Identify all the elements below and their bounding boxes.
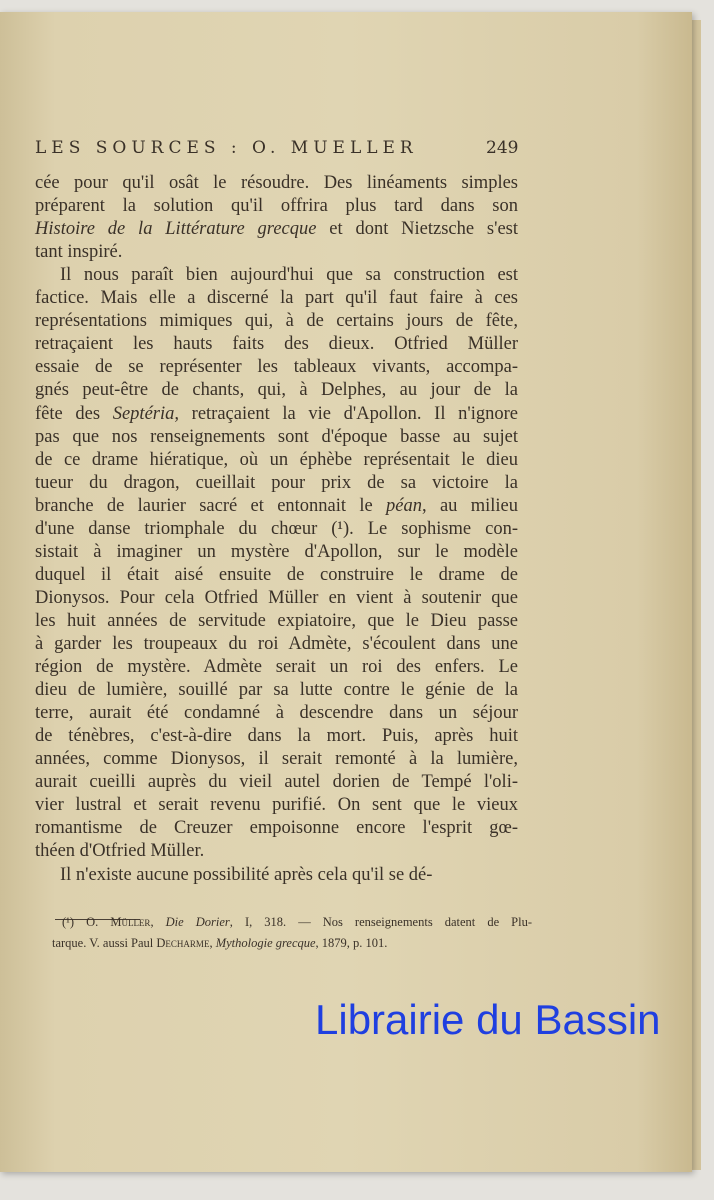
text-run: et dont Nietzsche s'est bbox=[316, 219, 519, 240]
text-run: Il nous paraît bien aujourd'hui que sa construction est bbox=[60, 265, 518, 286]
text-line bbox=[35, 172, 518, 194]
text-line bbox=[35, 495, 518, 517]
text-run: Il n'existe aucune possibilité après cela qu'il se dé- bbox=[60, 864, 433, 885]
text-run: branche de laurier sacré et entonnait le bbox=[35, 495, 387, 516]
text-run: , bbox=[209, 936, 216, 950]
text-run: pas que nos renseignements sont d'époque basse au sujet bbox=[35, 426, 518, 447]
text-line bbox=[35, 241, 518, 263]
text-run: de ténèbres, c'est-à-dire dans la mort. Puis, après huit bbox=[35, 726, 518, 747]
text-run: retraçaient les hauts faits des dieux. Otfried Müller bbox=[35, 334, 518, 355]
text-line bbox=[35, 472, 518, 494]
text-run: vier lustral et serait revenu purifié. On sent que le vieux bbox=[35, 795, 518, 816]
text-line bbox=[35, 610, 518, 632]
text-run: sistait à imaginer un mystère d'Apollon, sur le modèle bbox=[35, 541, 518, 562]
text-line bbox=[35, 195, 518, 217]
text-run: préparent la solution qu'il offrira plus tard dans son bbox=[35, 196, 518, 217]
text-line bbox=[35, 449, 518, 471]
text-run: théen d'Otfried Müller. bbox=[35, 841, 205, 862]
text-run: , I, 318. — Nos renseignements datent de Plu- bbox=[229, 915, 533, 929]
text-line bbox=[35, 426, 518, 448]
text-line bbox=[35, 725, 518, 747]
text-run: cée pour qu'il osât le résoudre. Des linéaments simples bbox=[35, 173, 518, 193]
text-run: aurait cueilli auprès du vieil autel dorien de Tempé l'oli- bbox=[35, 772, 518, 793]
text-run: romantisme de Creuzer empoisonne encore l'esprit gœ- bbox=[35, 818, 518, 839]
text-run: années, comme Dionysos, il serait remonté à la lumière, bbox=[35, 749, 518, 770]
text-run: dieu de lumière, souillé par sa lutte contre le génie de la bbox=[35, 680, 518, 701]
text-line bbox=[35, 771, 518, 793]
text-run: tueur du dragon, cueillait pour prix de sa victoire la bbox=[35, 472, 518, 493]
text-line bbox=[35, 403, 518, 425]
page-number: 249 bbox=[486, 138, 519, 158]
text-line bbox=[35, 356, 518, 378]
text-run: d'une danse triomphale du chœur (¹). Le sophisme con- bbox=[35, 518, 518, 539]
text-run: Müller bbox=[110, 915, 151, 929]
footnote-line bbox=[62, 915, 532, 930]
italic-text: Septéria, bbox=[112, 403, 179, 424]
text-run: fête des bbox=[35, 403, 113, 424]
text-run: factice. Mais elle a discerné la part qu'il faut faire à ces bbox=[35, 288, 518, 309]
text-run: terre, aurait été condamné à descendre dans un séjour bbox=[35, 703, 518, 724]
text-run: Decharme bbox=[156, 936, 210, 950]
text-line bbox=[35, 840, 518, 862]
text-run: de ce drame hiératique, où un éphèbe représentait le dieu bbox=[35, 449, 518, 470]
text-line bbox=[35, 587, 518, 609]
running-title: LES SOURCES : O. MUELLER bbox=[35, 138, 418, 158]
text-run: région de mystère. Admète serait un roi des enfers. Le bbox=[35, 657, 518, 678]
text-run: , au milieu bbox=[422, 495, 518, 516]
text-run: représentations mimiques qui, à de certains jours de fête, bbox=[35, 311, 518, 332]
text-line bbox=[35, 656, 518, 678]
text-line bbox=[60, 864, 518, 886]
italic-text: Histoire de la Littérature grecque bbox=[35, 219, 317, 240]
text-run: Dionysos. Pour cela Otfried Müller en vient à soutenir que bbox=[35, 587, 518, 608]
text-line bbox=[60, 264, 518, 286]
footnote-line bbox=[52, 936, 387, 951]
text-line bbox=[35, 218, 518, 240]
text-line bbox=[35, 379, 518, 401]
text-run: duquel il était aisé ensuite de construire le drame de bbox=[35, 564, 518, 585]
italic-text: Mythologie grecque bbox=[215, 936, 316, 950]
text-run: retraçaient la vie d'Apollon. Il n'ignore bbox=[179, 403, 518, 424]
text-line bbox=[35, 564, 518, 586]
text-run: tant inspiré. bbox=[35, 242, 123, 263]
text-line bbox=[35, 817, 518, 839]
text-run: gnés peut-être de chants, qui, à Delphes, au jour de la bbox=[35, 380, 518, 401]
text-line bbox=[35, 633, 518, 655]
text-line bbox=[35, 702, 518, 724]
text-line bbox=[35, 333, 518, 355]
text-run: tarque. V. aussi Paul bbox=[52, 936, 157, 950]
text-line bbox=[35, 748, 518, 770]
text-line bbox=[35, 310, 518, 332]
italic-text: péan bbox=[386, 495, 422, 516]
text-line bbox=[35, 541, 518, 563]
watermark: Librairie du Bassin bbox=[315, 996, 661, 1043]
text-run: à garder les troupeaux du roi Admète, s'écoulent dans une bbox=[35, 634, 518, 654]
text-run: , bbox=[150, 915, 166, 929]
text-run: essaie de se représenter les tableaux vivants, accompa- bbox=[35, 357, 518, 378]
text-line bbox=[35, 679, 518, 701]
text-run: (¹) O. bbox=[62, 915, 111, 929]
text-line bbox=[35, 518, 518, 540]
text-line bbox=[35, 794, 518, 816]
italic-text: Die Dorier bbox=[165, 915, 230, 929]
text-run: les huit années de servitude expiatoire, que le Dieu passe bbox=[35, 610, 518, 631]
text-line bbox=[35, 287, 518, 309]
text-run: , 1879, p. 101. bbox=[315, 936, 388, 950]
